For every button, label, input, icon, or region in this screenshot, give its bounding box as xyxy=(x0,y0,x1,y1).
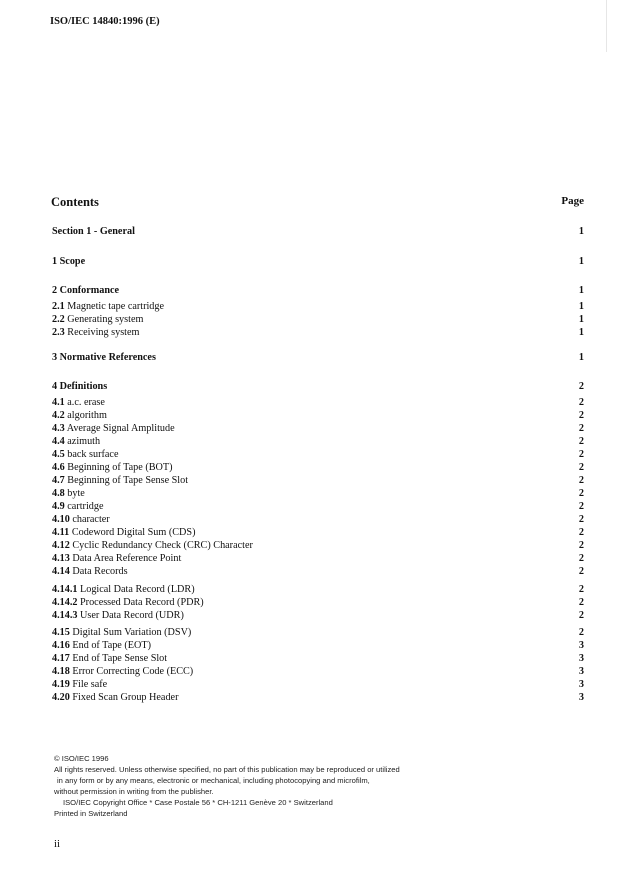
toc-entry-number: 2.2 xyxy=(52,314,65,325)
toc-entry-title: Error Correcting Code (ECC) xyxy=(72,666,194,677)
toc-entry-title: Beginning of Tape (BOT) xyxy=(67,462,173,473)
toc-entry-title: cartridge xyxy=(67,501,104,512)
toc-entry[interactable] xyxy=(52,527,584,540)
toc-entry[interactable] xyxy=(52,610,584,623)
toc-entry-page: 2 xyxy=(578,462,584,473)
toc-entry-number: 4.3 xyxy=(52,423,65,434)
toc-entry-page: 2 xyxy=(578,610,584,621)
toc-entry-page: 2 xyxy=(578,540,584,551)
toc-entry-number: 4.13 xyxy=(52,553,70,564)
toc-entry-number: 4.15 xyxy=(52,627,70,638)
toc-entry-number: 4.1 xyxy=(52,397,65,408)
toc-entry-page: 2 xyxy=(578,381,584,392)
toc-entry-number: 2.3 xyxy=(52,327,65,338)
toc-entry-page: 3 xyxy=(578,679,584,690)
toc-entry-title: Logical Data Record (LDR) xyxy=(80,584,195,595)
toc-entry-title: Processed Data Record (PDR) xyxy=(80,597,204,608)
toc-entry-number: 4.7 xyxy=(52,475,65,486)
toc-entry-page: 2 xyxy=(578,501,584,512)
toc-entry-title: End of Tape Sense Slot xyxy=(72,653,168,664)
toc-entry-page: 1 xyxy=(578,327,584,338)
copyright-line: without permission in writing from the publisher. xyxy=(54,787,214,796)
toc-entry-page: 3 xyxy=(578,640,584,651)
toc-entry-page: 2 xyxy=(578,584,584,595)
toc-entry-number: 4.17 xyxy=(52,653,70,664)
toc-entry-title: Generating system xyxy=(67,314,144,325)
toc-entry-page: 2 xyxy=(578,553,584,564)
toc-entry-page: 3 xyxy=(578,692,584,703)
toc-entry[interactable] xyxy=(52,514,584,527)
toc-entry-number: 4.20 xyxy=(52,692,70,703)
toc-entry-page: 2 xyxy=(578,514,584,525)
toc-entry-page: 2 xyxy=(578,597,584,608)
toc-entry-number: 4.16 xyxy=(52,640,70,651)
toc-entry-number: 2.1 xyxy=(52,301,65,312)
toc-entry-title: 4 Definitions xyxy=(52,381,108,392)
toc-entry-title: 2 Conformance xyxy=(52,285,120,296)
toc-entry-number: 4.11 xyxy=(52,527,70,538)
toc-entry[interactable] xyxy=(52,540,584,553)
toc-entry[interactable] xyxy=(52,553,584,566)
toc-entry[interactable] xyxy=(52,301,584,314)
toc-entry[interactable] xyxy=(52,584,584,597)
toc-entry-page: 2 xyxy=(578,449,584,460)
toc-entry-page: 3 xyxy=(578,653,584,664)
copyright-line: All rights reserved. Unless otherwise specified, no part of this publication may be reproduced or utilized xyxy=(54,765,400,774)
copyright-line: © ISO/IEC 1996 xyxy=(54,754,109,763)
toc-entry[interactable] xyxy=(52,666,584,679)
toc-entry[interactable] xyxy=(52,436,584,449)
toc-entry-page: 1 xyxy=(578,314,584,325)
toc-entry-title: Codeword Digital Sum (CDS) xyxy=(71,527,196,538)
toc-entry-number: 4.6 xyxy=(52,462,65,473)
toc-entry-number: 4.14.1 xyxy=(52,584,78,595)
toc-entry-page: 2 xyxy=(578,475,584,486)
toc-entry[interactable] xyxy=(52,256,584,269)
toc-entry-title: character xyxy=(72,514,110,525)
toc-entry-title: End of Tape (EOT) xyxy=(72,640,151,651)
toc-entry-page: 2 xyxy=(578,566,584,577)
toc-entry[interactable] xyxy=(52,226,584,239)
page-column-heading: Page xyxy=(561,195,584,207)
toc-entry-number: 4.14.3 xyxy=(52,610,78,621)
toc-entry-title: User Data Record (UDR) xyxy=(80,610,184,621)
toc-entry-title: Data Records xyxy=(72,566,128,577)
toc-entry[interactable] xyxy=(52,627,584,640)
toc-entry-title: 1 Scope xyxy=(52,256,86,267)
toc-entry-title: File safe xyxy=(72,679,108,690)
toc-entry-number: 4.5 xyxy=(52,449,65,460)
toc-entry[interactable] xyxy=(52,597,584,610)
toc-entry[interactable] xyxy=(52,449,584,462)
toc-entry-number: 4.8 xyxy=(52,488,65,499)
toc-entry-page: 2 xyxy=(578,423,584,434)
copyright-line: in any form or by any means, electronic or mechanical, including photocopying and microfilm, xyxy=(57,776,370,785)
toc-entry-page: 2 xyxy=(578,410,584,421)
toc-entry-page: 2 xyxy=(578,627,584,638)
document-id-header: ISO/IEC 14840:1996 (E) xyxy=(50,16,160,27)
toc-entry-page: 1 xyxy=(578,301,584,312)
toc-entry-page: 2 xyxy=(578,397,584,408)
toc-entry[interactable] xyxy=(52,566,584,579)
toc-entry-title: azimuth xyxy=(67,436,101,447)
toc-entry[interactable] xyxy=(52,314,584,327)
toc-entry-title: Digital Sum Variation (DSV) xyxy=(72,627,192,638)
toc-entry-number: 4.18 xyxy=(52,666,70,677)
toc-entry-number: 4.9 xyxy=(52,501,65,512)
toc-entry-page: 1 xyxy=(578,256,584,267)
toc-entry-number: 4.2 xyxy=(52,410,65,421)
toc-entry-page: 2 xyxy=(578,488,584,499)
toc-entry[interactable] xyxy=(52,423,584,436)
copyright-notice xyxy=(54,753,400,819)
toc-entry-page: 1 xyxy=(578,285,584,296)
toc-entry[interactable] xyxy=(52,475,584,488)
toc-entry[interactable] xyxy=(52,327,584,340)
toc-entry[interactable] xyxy=(52,410,584,423)
toc-entry-title: Average Signal Amplitude xyxy=(66,423,175,434)
toc-entry-title: back surface xyxy=(67,449,119,460)
contents-heading: Contents xyxy=(51,195,99,209)
toc-entry-title: Fixed Scan Group Header xyxy=(72,692,179,703)
toc-entry-title: 3 Normative References xyxy=(52,352,156,363)
toc-entry-title: Data Area Reference Point xyxy=(72,553,182,564)
toc-entry[interactable] xyxy=(52,501,584,514)
toc-entry-title: algorithm xyxy=(67,410,107,421)
toc-entry-title: Section 1 - General xyxy=(52,226,135,237)
table-of-contents xyxy=(52,0,584,877)
scan-edge-mark xyxy=(606,0,607,52)
toc-entry[interactable] xyxy=(52,462,584,475)
toc-entry[interactable] xyxy=(52,488,584,501)
page-number: ii xyxy=(54,838,61,850)
toc-entry-number: 4.14.2 xyxy=(52,597,78,608)
toc-entry[interactable] xyxy=(52,692,584,705)
toc-entry[interactable] xyxy=(52,381,584,394)
toc-entry[interactable] xyxy=(52,285,584,298)
toc-entry-number: 4.4 xyxy=(52,436,65,447)
toc-entry[interactable] xyxy=(52,352,584,365)
toc-entry-number: 4.10 xyxy=(52,514,70,525)
toc-entry[interactable] xyxy=(52,640,584,653)
toc-entry[interactable] xyxy=(52,653,584,666)
copyright-line: ISO/IEC Copyright Office * Case Postale 56 * CH-1211 Genève 20 * Switzerland xyxy=(63,798,333,807)
toc-entry-page: 1 xyxy=(578,352,584,363)
toc-entry-number: 4.19 xyxy=(52,679,70,690)
toc-entry-title: Cyclic Redundancy Check (CRC) Character xyxy=(72,540,253,551)
toc-entry-page: 1 xyxy=(578,226,584,237)
toc-entry-number: 4.14 xyxy=(52,566,70,577)
toc-entry-title: Magnetic tape cartridge xyxy=(67,301,165,312)
toc-entry-title: Beginning of Tape Sense Slot xyxy=(67,475,189,486)
toc-entry-page: 2 xyxy=(578,436,584,447)
toc-entry[interactable] xyxy=(52,397,584,410)
toc-entry-page: 2 xyxy=(578,527,584,538)
toc-entry-number: 4.12 xyxy=(52,540,70,551)
toc-entry-title: a.c. erase xyxy=(67,397,105,408)
toc-entry-title: byte xyxy=(67,488,85,499)
toc-entry-title: Receiving system xyxy=(67,327,140,338)
copyright-line: Printed in Switzerland xyxy=(54,809,128,818)
toc-entry[interactable] xyxy=(52,679,584,692)
toc-entry-page: 3 xyxy=(578,666,584,677)
